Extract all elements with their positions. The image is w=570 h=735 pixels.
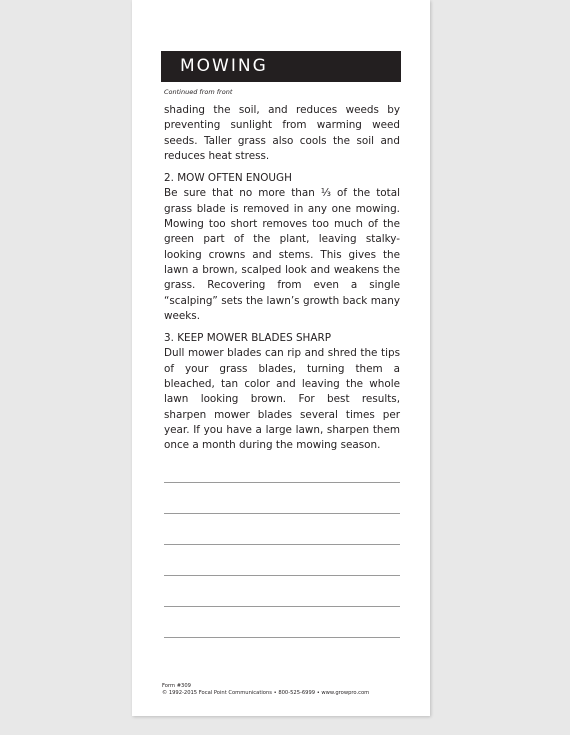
copyright: © 1992-2015 Focal Point Communications • 800-525-6999 • www.growpro.com: [162, 690, 370, 696]
form-number: Form #309: [162, 683, 191, 689]
note-line: [164, 513, 400, 514]
card-title: MOWING: [180, 56, 268, 76]
footer: [162, 683, 369, 697]
title-bar: [161, 51, 401, 82]
note-line: [164, 606, 400, 607]
intro-paragraph: shading the soil, and reduces weeds by preventing sunlight from warming weed seeds. Taller grass also cools the soil and reduces heat stress.: [164, 104, 400, 162]
body-text: [164, 103, 400, 461]
info-card: [132, 0, 430, 716]
section-body-mow-often: Be sure that no more than ⅓ of the total grass blade is removed in any one mowing. Mowing too short removes too much of the green part of the plant, leaving stalky-looking crowns and stems. This gives the lawn a brown, scalped look and weakens the grass. Recovering from even a single “scalping” sets the lawn’s growth back many weeks.: [164, 187, 400, 322]
note-lines: [164, 482, 400, 668]
note-line: [164, 575, 400, 576]
note-line: [164, 637, 400, 638]
note-line: [164, 544, 400, 545]
section-heading-mow-often: 2. MOW OFTEN ENOUGH: [164, 172, 292, 185]
note-line: [164, 482, 400, 483]
section-body-sharp-blades: Dull mower blades can rip and shred the tips of your grass blades, turning them a bleached, tan color and leaving the whole lawn looking brown. For best results, sharpen mower blades several times per year. If you have a large lawn, sharpen them once a month during the mowing season.: [164, 347, 400, 452]
section-heading-sharp-blades: 3. KEEP MOWER BLADES SHARP: [164, 332, 331, 345]
continued-note: Continued from front: [164, 88, 233, 96]
